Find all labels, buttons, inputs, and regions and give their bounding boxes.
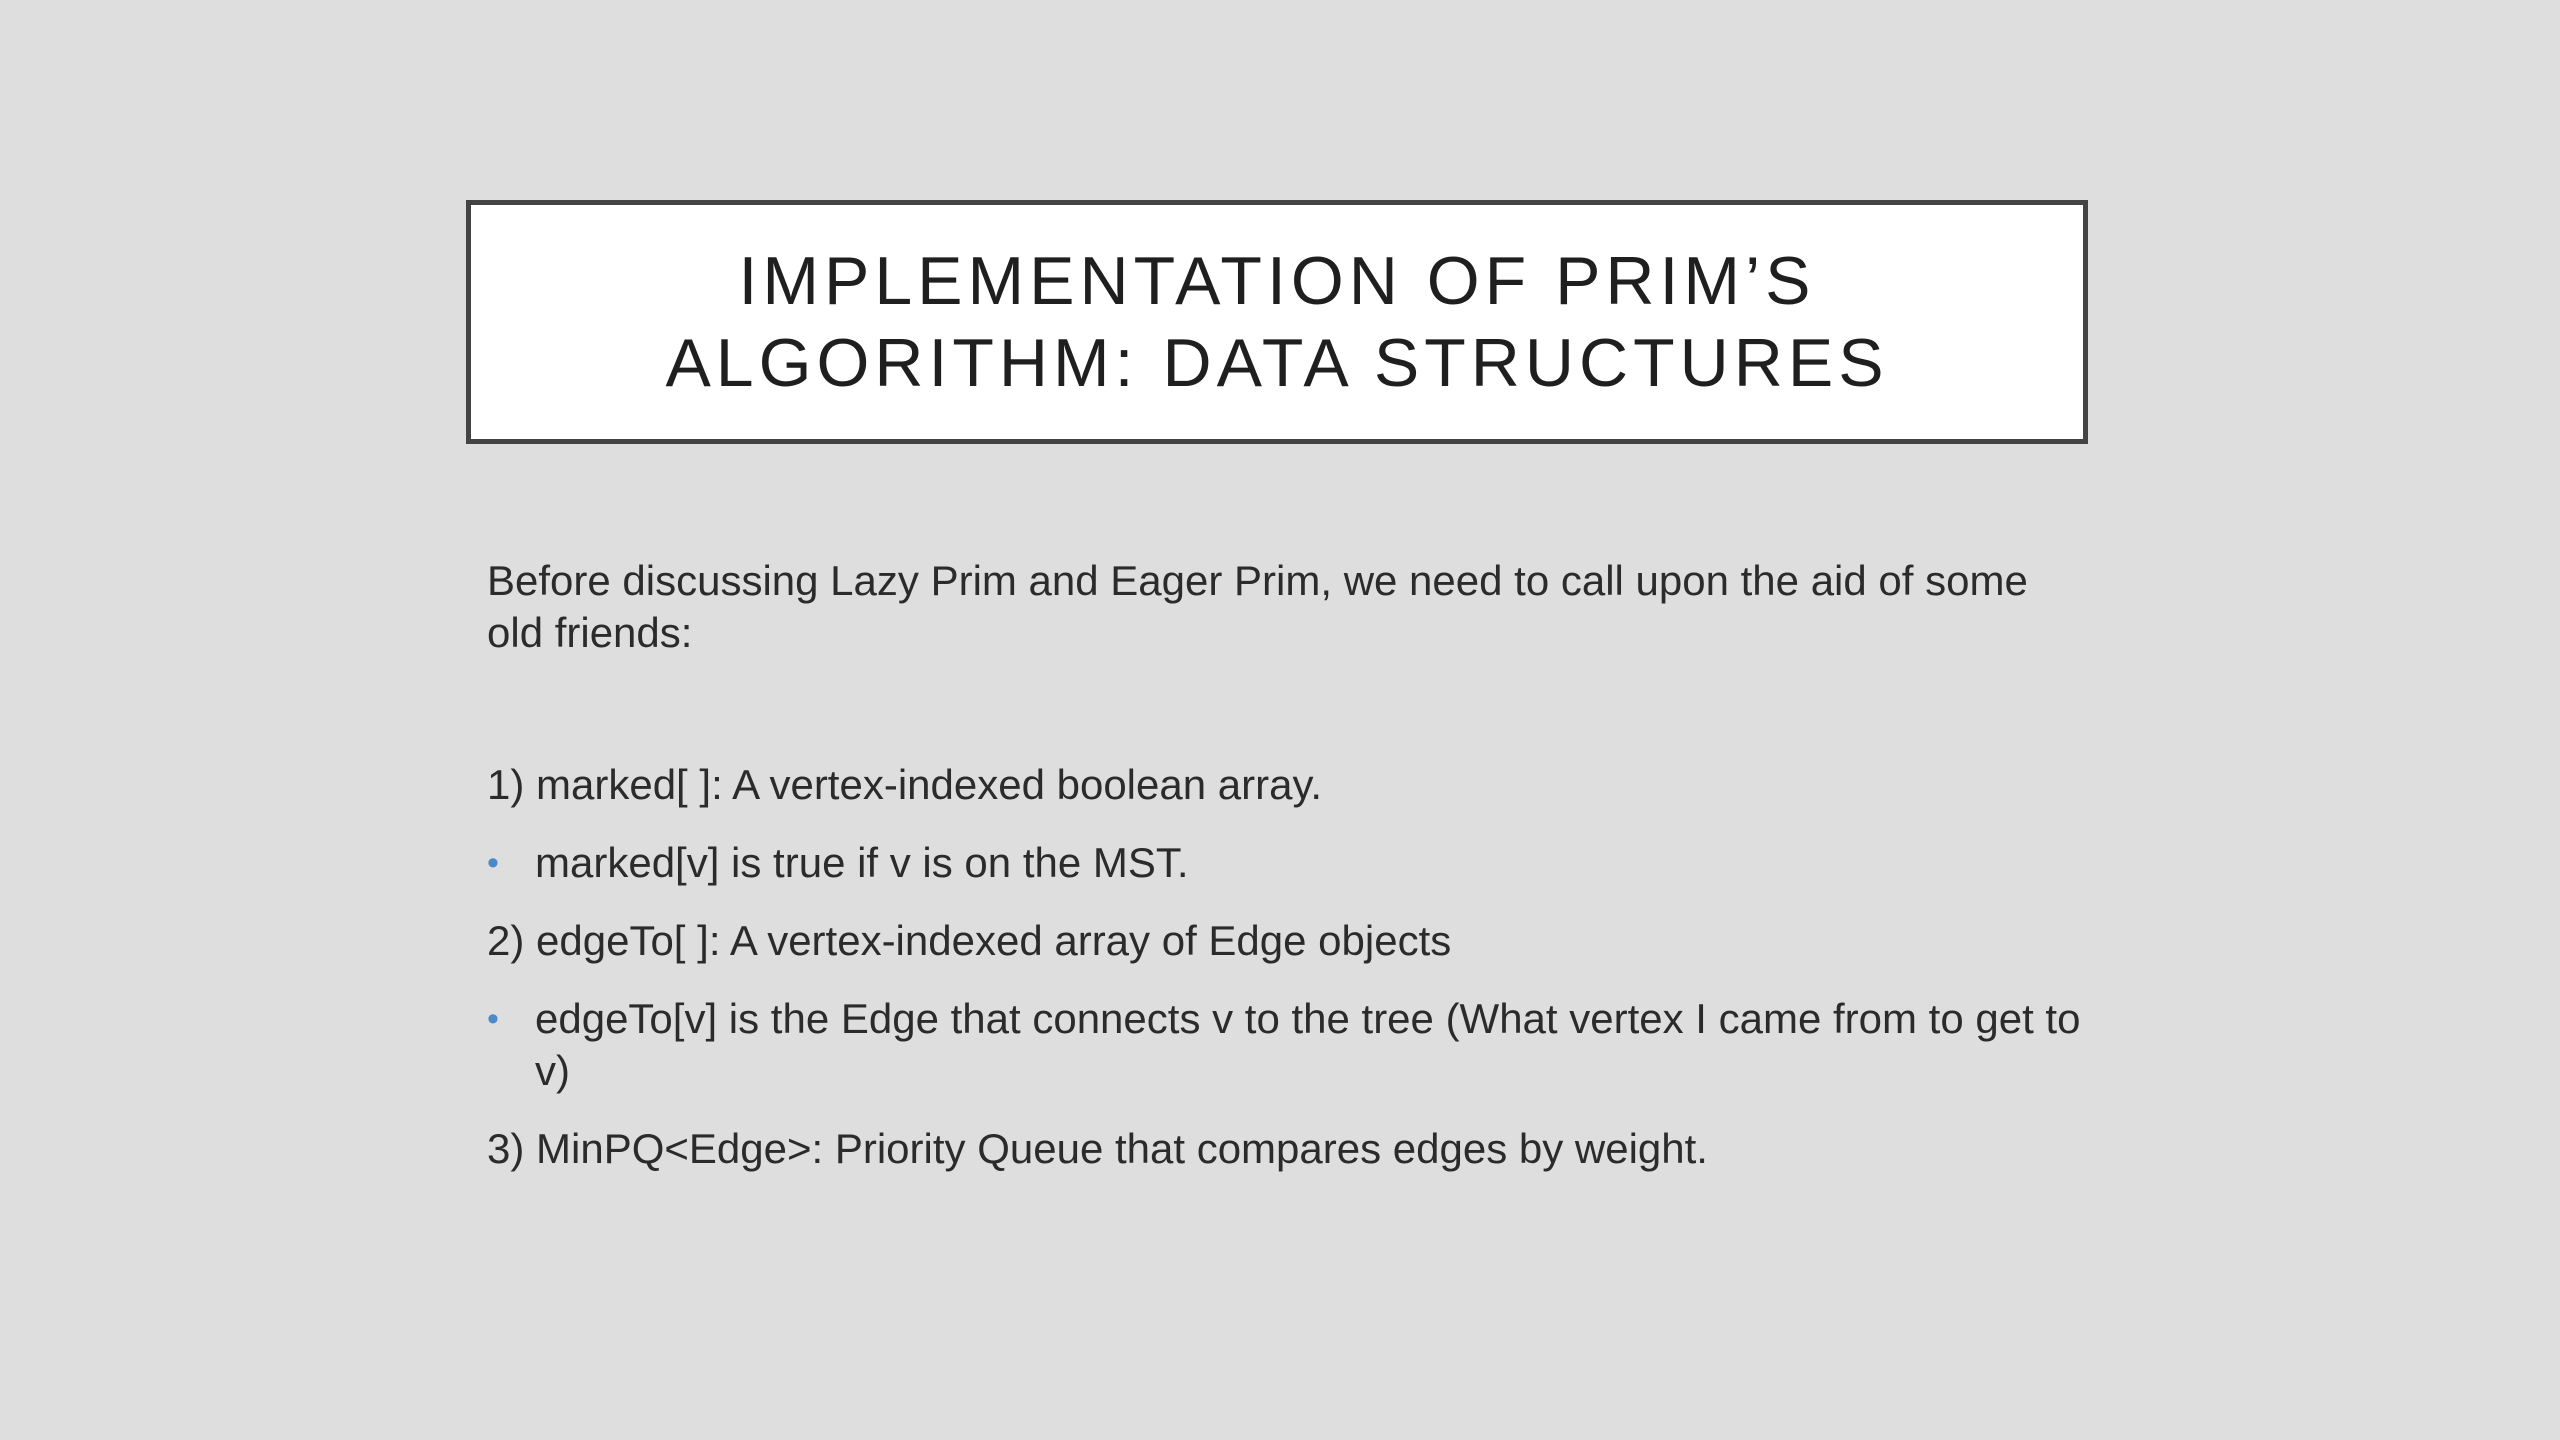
slide-title [665,240,1888,404]
bullet-text: marked[v] is true if v is on the MST. [535,839,1189,886]
numbered-item-edgeto: 2) edgeTo[ ]: A vertex-indexed array of Edge objects [487,917,1452,964]
title-box [466,200,2088,444]
bullet-item-marked [487,837,2087,889]
slide-title-line-1: IMPLEMENTATION OF PRIM’S [738,243,1816,319]
numbered-item-minpq: 3) MinPQ<Edge>: Priority Queue that compares edges by weight. [487,1125,1708,1172]
bullet-dot-icon: • [487,1000,499,1038]
bullet-dot-icon: • [487,844,499,882]
bullet-item-edgeto [487,993,2087,1097]
slide-content [487,555,2087,1201]
numbered-item-marked: 1) marked[ ]: A vertex-indexed boolean array. [487,761,1322,808]
slide-title-line-2: ALGORITHM: DATA STRUCTURES [665,325,1889,401]
intro-paragraph: Before discussing Lazy Prim and Eager Prim, we need to call upon the aid of some old friends: [487,557,2028,656]
bullet-text: edgeTo[v] is the Edge that connects v to the tree (What vertex I came from to get to v) [535,995,2081,1094]
